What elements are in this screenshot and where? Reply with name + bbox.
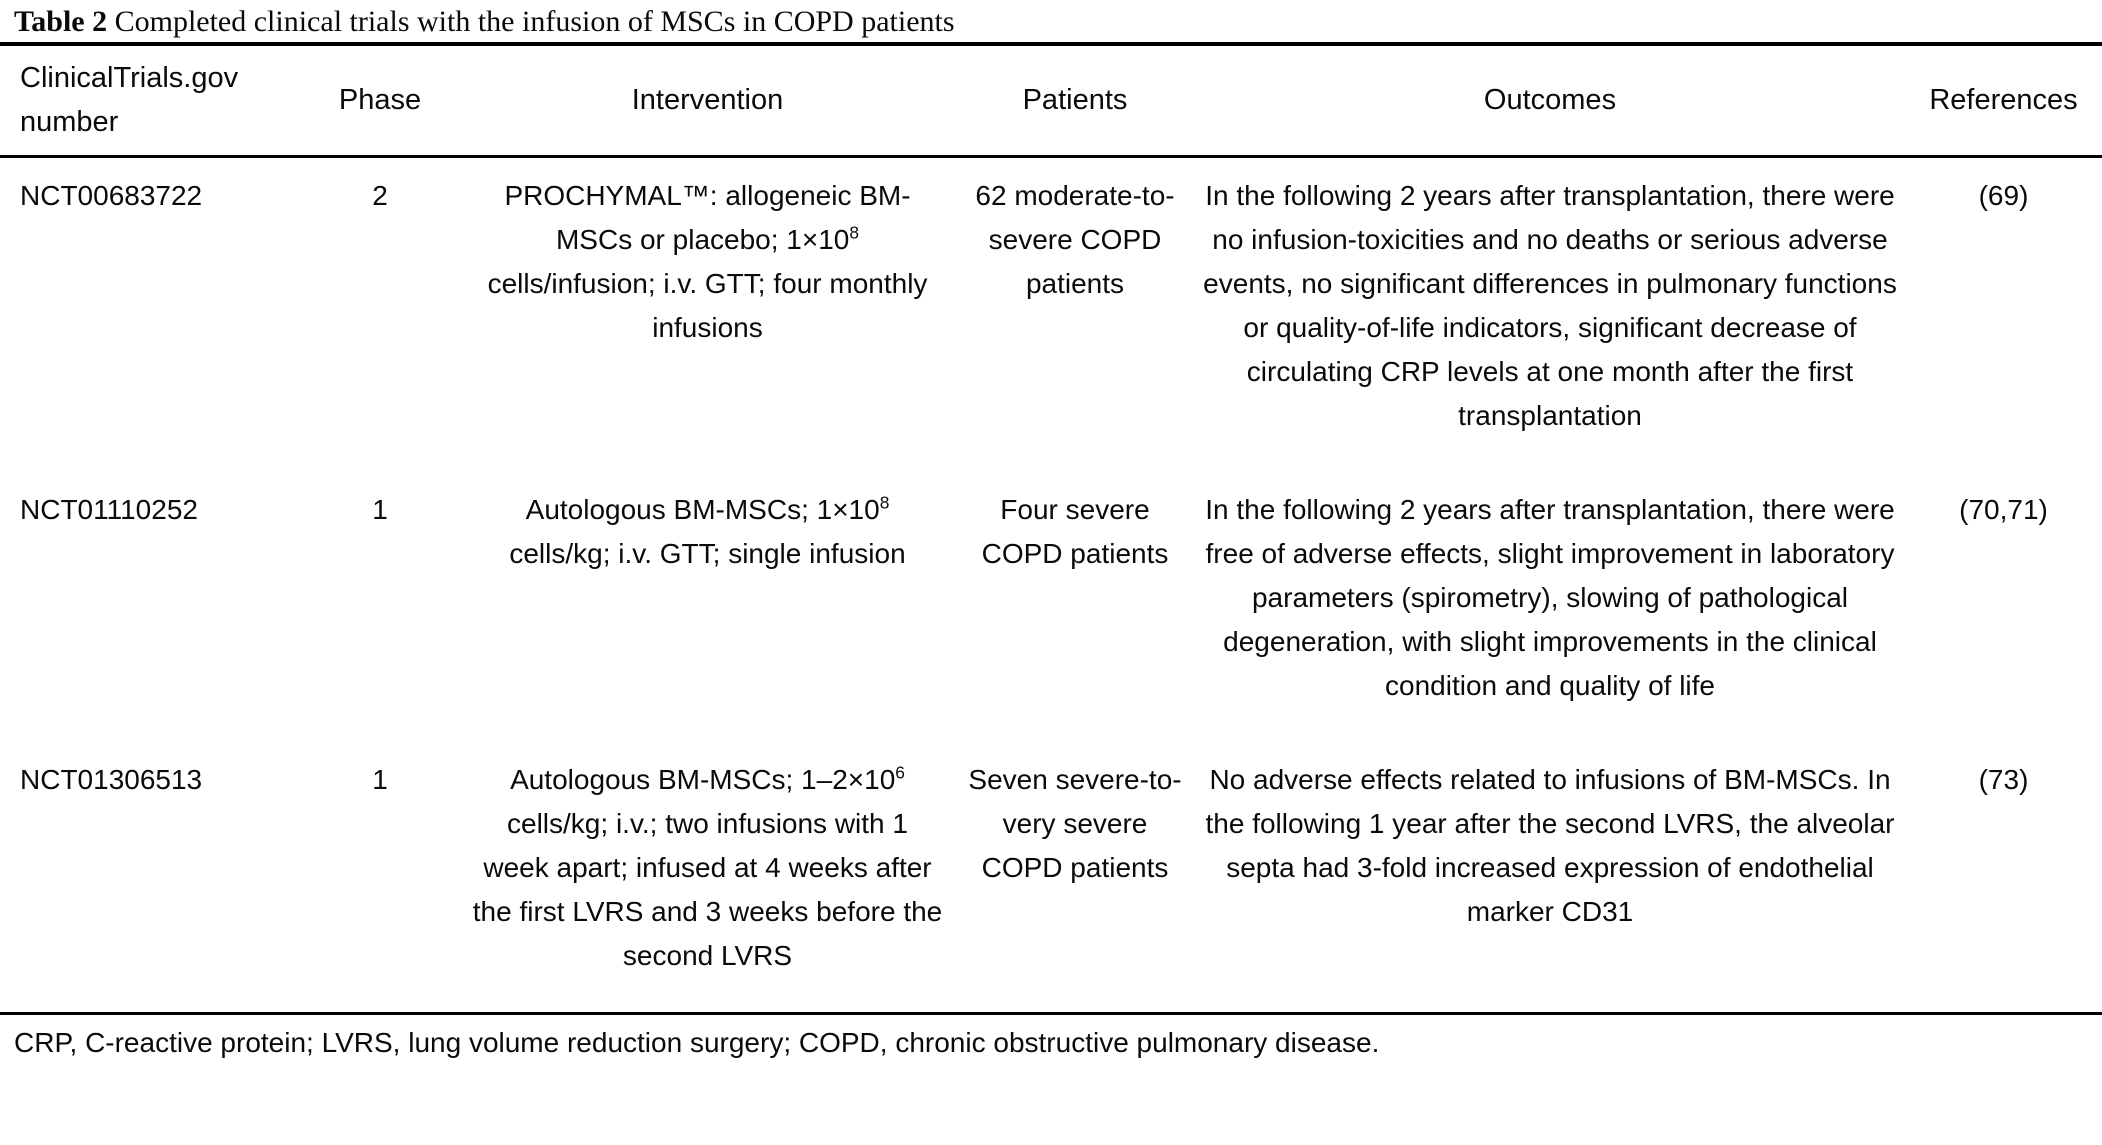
table-caption xyxy=(0,0,2102,42)
clinical-trials-table xyxy=(0,42,2102,1015)
header-row xyxy=(0,44,2102,156)
cell-references: (69) xyxy=(1978,179,2029,211)
table-row-nct01306513 xyxy=(0,742,2102,1014)
cell-outcomes: In the following 2 years after transplantation, there were no infusion-toxicities and no deaths or serious adverse events, no significant differences in pulmonary functions or quality-of-life indicators, significant decrease of circulating CRP levels at one month after the first transplantation xyxy=(1203,179,1897,431)
exponent-superscript: 8 xyxy=(879,492,890,513)
intervention-text: Autologous BM-MSCs; 1×10 xyxy=(525,493,880,525)
table-footnote: CRP, C-reactive protein; LVRS, lung volume reduction surgery; COPD, chronic obstructive pulmonary disease. xyxy=(14,1026,1380,1058)
cell-patients: Seven severe-to-very severe COPD patients xyxy=(955,742,1195,1014)
cell-patients: Four severe COPD patients xyxy=(981,493,1169,569)
cell-intervention xyxy=(460,742,955,1014)
cell-outcomes: In the following 2 years after transplantation, there were free of adverse effects, slight improvement in laboratory parameters (spirometry), slowing of pathological degeneration, with slight improvements in the clinical condition and quality of life xyxy=(1205,493,1895,701)
intervention-text: cells/kg; i.v. GTT; single infusion xyxy=(509,537,906,569)
cell-nct-number: NCT01110252 xyxy=(20,493,198,525)
cell-phase: 2 xyxy=(372,179,388,211)
cell-intervention xyxy=(460,156,955,472)
cell-references: (73) xyxy=(1905,742,2102,1014)
col-header-outcomes: Outcomes xyxy=(1195,44,1905,156)
intervention-text: Autologous BM-MSCs; 1–2×10 xyxy=(510,763,896,795)
cell-references: (70,71) xyxy=(1959,493,2048,525)
table-caption-text: Completed clinical trials with the infusion of MSCs in COPD patients xyxy=(107,5,955,38)
cell-patients: 62 moderate-to-severe COPD patients xyxy=(975,179,1175,299)
table-row-nct01110252 xyxy=(0,472,2102,742)
intervention-text: cells/kg; i.v.; two infusions with 1 week apart; infused at 4 weeks after the first LVRS and 3 weeks before the second LVRS xyxy=(472,807,943,971)
table-body xyxy=(0,156,2102,1013)
cell-phase: 1 xyxy=(300,742,460,1014)
col-header-references: References xyxy=(1905,44,2102,156)
col-header-nct-number: ClinicalTrials.gov number xyxy=(0,44,300,156)
exponent-superscript: 6 xyxy=(895,762,905,783)
table-row-nct00683722 xyxy=(0,156,2102,472)
cell-intervention xyxy=(460,472,955,742)
col-header-patients: Patients xyxy=(955,44,1195,156)
cell-outcomes: No adverse effects related to infusions of BM-MSCs. In the following 1 year after the second LVRS, the alveolar septa had 3-fold increased expression of endothelial marker CD31 xyxy=(1195,742,1905,1014)
col-header-intervention: Intervention xyxy=(460,44,955,156)
table-header xyxy=(0,44,2102,156)
cell-nct-number: NCT00683722 xyxy=(20,179,203,211)
intervention-text: PROCHYMAL™: allogeneic BM-MSCs or placebo; 1×10 xyxy=(504,179,911,255)
col-header-phase: Phase xyxy=(300,44,460,156)
cell-nct-number: NCT01306513 xyxy=(0,742,300,1014)
exponent-superscript: 8 xyxy=(849,222,860,243)
cell-phase: 1 xyxy=(372,493,388,525)
table-number-label: Table 2 xyxy=(14,5,108,38)
intervention-text: cells/infusion; i.v. GTT; four monthly infusions xyxy=(487,267,928,343)
